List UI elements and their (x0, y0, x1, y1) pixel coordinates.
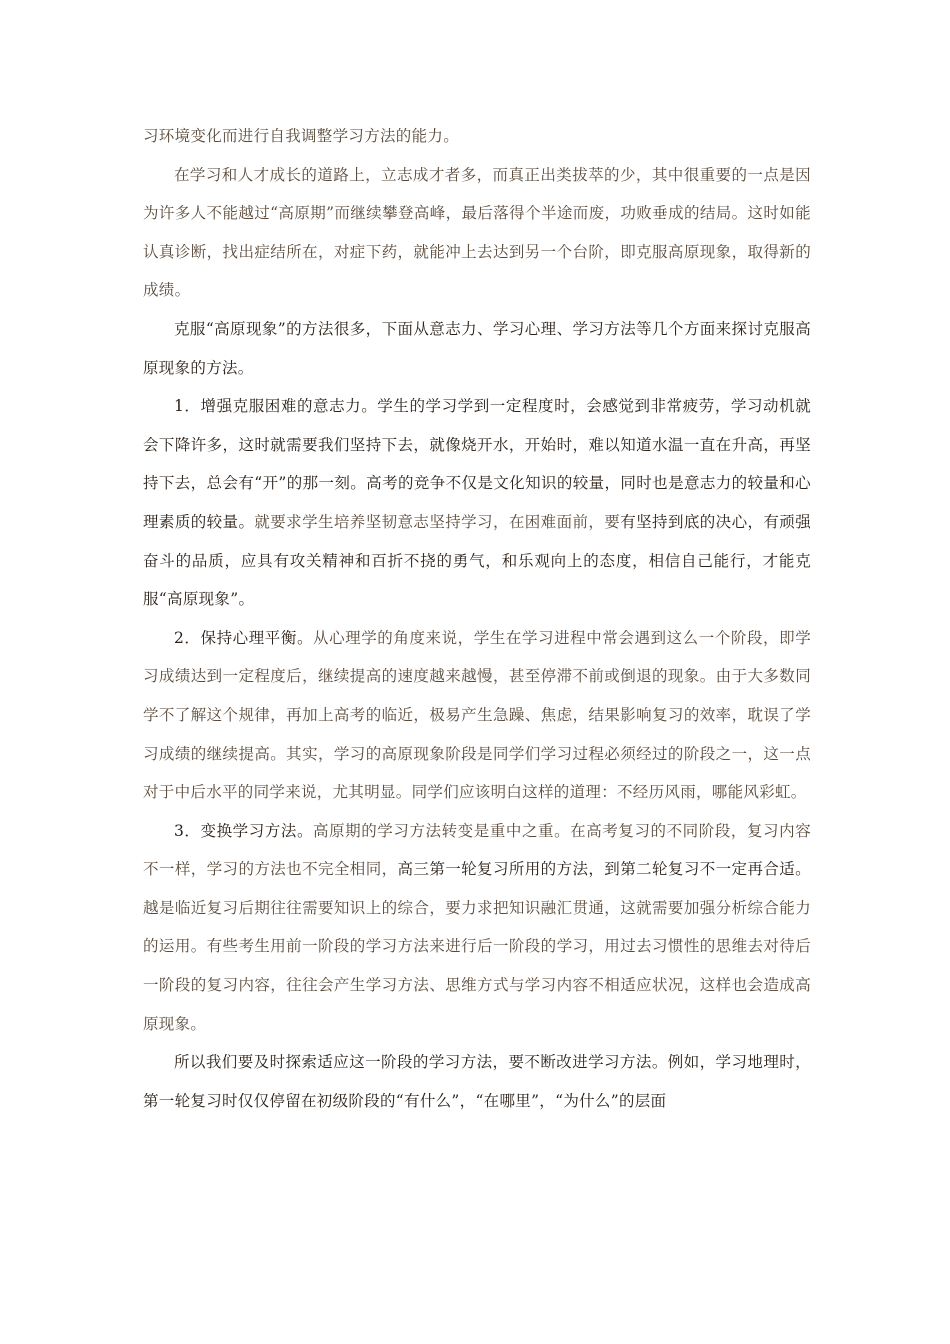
text-segment: 高原期的学习方法转变是重中之重。在高考复习的不同阶段，复习内容不一样，学习的方法也不完全相同， (143, 821, 811, 879)
text-segment: 在学习和人才成长的道路上，立志成才者多，而真正出类拔萃的少，其中很重要的一点是因为许多人不能越过“高原期”而继续攀登高峰，最后落得个半途而废，功败垂成的结局。这时如能认真诊断，找出症结所在，对症下药，就能冲上去达到另一个台阶，即克服高原现象，取得新的成绩。 (143, 165, 811, 300)
text-segment: 高三第一轮复习所用的方法，到第二轮复习不一定再合适。 (397, 860, 811, 879)
paragraph-0 (143, 117, 811, 156)
text-segment: 越是临近复习后期往往需要知识上的综合，要力求把知识融汇贯通，这就需要加强分析综合能力的运用。有些考生用前一阶段的学习方法来进行后一阶段的学习，用过去习惯性的思维去对待后一阶段的复习内容，往往会产生学习方法、思维方式与学习内容不相适应状况，这样也会造成高原现象。 (143, 898, 811, 1033)
paragraph-4 (143, 619, 811, 812)
text-segment: 从心理学的角度来说，学生在学习进程中常会遇到这么一个阶段，即学习成绩达到一定程度后，继续提高的速度越来越慢，甚至停滞不前或倒退的现象。由于大多数同学不了解这个规律，再加上高考的临近，极易产生急躁、焦虑，结果影响复习的效率，耽误了学习成绩的继续提高。其实，学习的高原现象阶段是同学们学习过程必须经过的阶段之一，这一点对于中后水平的同学来说，尤其明显。同学们应该明白这样的道理：不经历风雨，哪能风彩虹。 (143, 628, 811, 802)
text-segment: 2．保持心理平衡。 (174, 628, 314, 647)
paragraph-3 (143, 387, 811, 619)
text-segment: 克服“高原现象”的方法很多，下面从意志力、学习心理、学习方法等几个方面来探讨克服高原现象的方法。 (143, 319, 811, 377)
paragraph-1 (143, 156, 811, 310)
paragraph-6 (143, 1043, 811, 1120)
text-segment: 1．增强克服困难的意志力。学生的学习学到一定程度时，会感觉到非常疲劳，学习动机就会下降许多，这时就需要我们坚持下去，就像烧开水，开始时，难以知道水温一直在升高，再坚持下去，总会有“开”的那一刻。高考的竞争不仅是文化知识的较量，同时也是意志力的较量和心理素质的较量。 (143, 397, 811, 531)
text-segment: 有坚持到底的决心，有顽强奋斗的品质，应具有攻关精神和百折不挠的勇气，和乐观向上的态度，相信自己能行，才能克服“高原现象”。 (143, 512, 811, 609)
paragraph-2 (143, 310, 811, 387)
text-segment: 3．变换学习方法。 (174, 821, 314, 840)
paragraph-5 (143, 812, 811, 1044)
text-segment: 习环境变化而进行自我调整学习方法的能力。 (143, 127, 460, 145)
document-page (143, 117, 811, 1120)
text-segment: 所以我们要及时探索适应这一阶段的学习方法，要不断改进学习方法。例如，学习地理时，第一轮复习时仅仅停留在初级阶段的“有什么”，“在哪里”，“为什么”的层面 (143, 1053, 811, 1110)
text-segment: 就要求学生培养坚韧意志坚持学习，在困难面前，要 (254, 512, 621, 531)
